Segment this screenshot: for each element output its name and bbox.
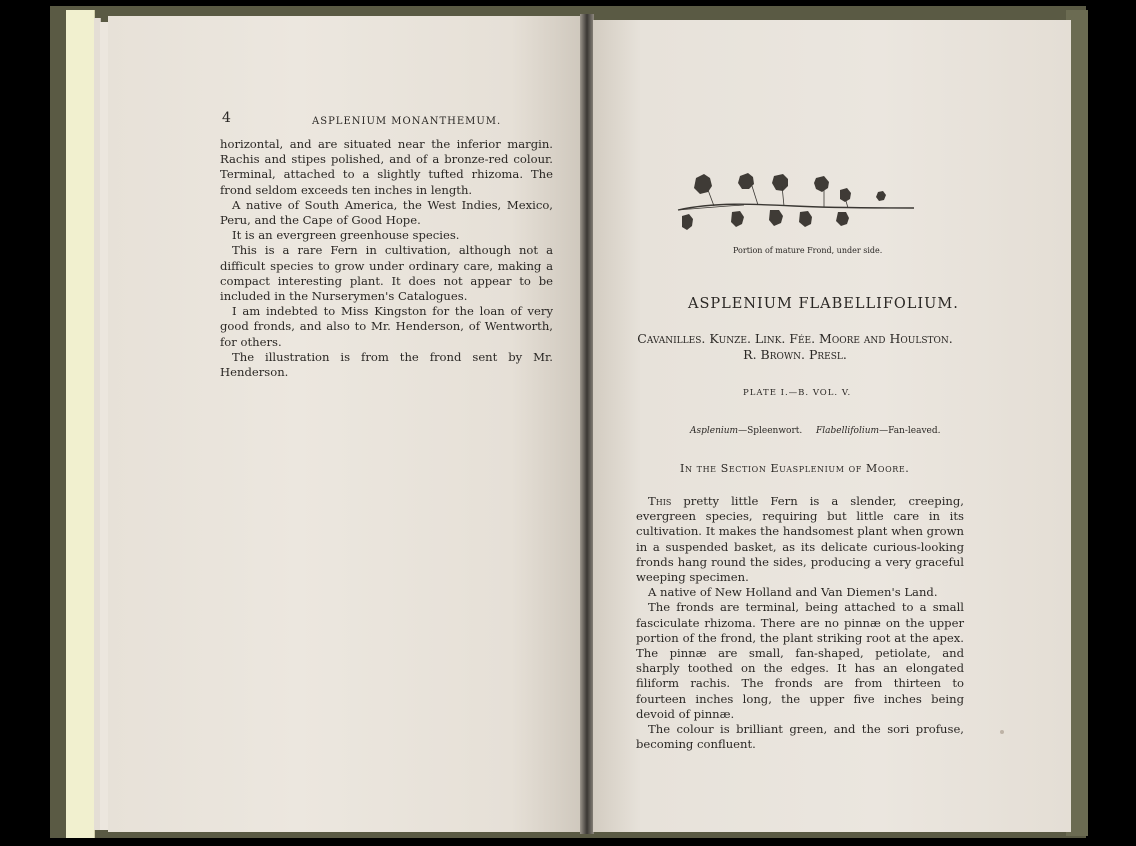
authorities-line: R. Brown. Presl. xyxy=(743,347,847,362)
etymology-species xyxy=(816,426,941,436)
fern-frond-illustration xyxy=(674,168,918,240)
right-body-text xyxy=(636,494,964,752)
authorities-line: Cavanilles. Kunze. Link. Fée. Moore and Houlston. xyxy=(637,331,953,346)
paragraph xyxy=(636,494,964,585)
plate-reference: PLATE I.—B. VOL. V. xyxy=(743,388,852,398)
paragraph: This is a rare Fern in cultivation, although not a difficult species to grow under ordinary care, making a compact interesting plant. It does not appear to be included in the Nurserymen's Catalogues. xyxy=(220,243,553,304)
paragraph: A native of New Holland and Van Diemen's Land. xyxy=(648,585,938,600)
paragraph: The colour is brilliant green, and the sori profuse, becoming confluent. xyxy=(636,722,964,752)
etymology-definition: —Fan-leaved. xyxy=(879,426,941,436)
lead-word: This xyxy=(648,494,672,508)
authorities xyxy=(620,331,970,363)
paragraph: I am indebted to Miss Kingston for the loan of very good fronds, and also to Mr. Henderson, of Wentworth, for others. xyxy=(220,304,553,349)
paragraph: The illustration is from the frond sent by Mr. Henderson. xyxy=(220,349,553,380)
endpaper xyxy=(66,10,95,838)
page-number: 4 xyxy=(222,110,231,126)
section-heading: In the Section Euasplenium of Moore. xyxy=(680,462,910,475)
paragraph: horizontal, and are situated near the inferior margin. Rachis and stipes polished, and of a bronze-red colour. Terminal, attached to a slightly tufted rhizoma. The frond seldom exceeds ten inches in length. xyxy=(220,137,553,197)
paragraph: The fronds are terminal, being attached to a small fasciculate rhizoma. There are no pinnæ on the upper portion of the frond, the plant striking root at the apex. The pinnæ are small, fan-shaped, petiolate, and sharply toothed on the edges. It has an elongated filiform rachis. The fronds are from thirteen to fourteen inches long, the upper five inches being devoid of pinnæ. xyxy=(636,600,964,721)
etymology-definition: —Spleenwort. xyxy=(738,426,803,436)
left-body-text xyxy=(220,137,553,380)
figure-caption: Portion of mature Frond, under side. xyxy=(733,246,883,255)
etymology-term: Flabellifolium xyxy=(816,426,880,436)
running-head: ASPLENIUM MONANTHEMUM. xyxy=(312,116,502,127)
paragraph: A native of South America, the West Indies, Mexico, Peru, and the Cape of Good Hope. xyxy=(220,197,553,228)
etymology-term: Asplenium xyxy=(690,426,739,436)
paragraph-text: pretty little Fern is a slender, creeping, evergreen species, requiring but little care in its cultivation. It makes the handsomest plant when grown in a suspended basket, as its delicate curious-looking fronds hang round the sides, producing a very graceful weeping specimen. xyxy=(636,494,964,585)
paragraph: It is an evergreen greenhouse species. xyxy=(232,228,460,243)
species-title: ASPLENIUM FLABELLIFOLIUM. xyxy=(688,296,959,312)
paper-speck xyxy=(1000,730,1004,734)
etymology-genus xyxy=(690,426,802,436)
book-gutter xyxy=(580,14,594,834)
